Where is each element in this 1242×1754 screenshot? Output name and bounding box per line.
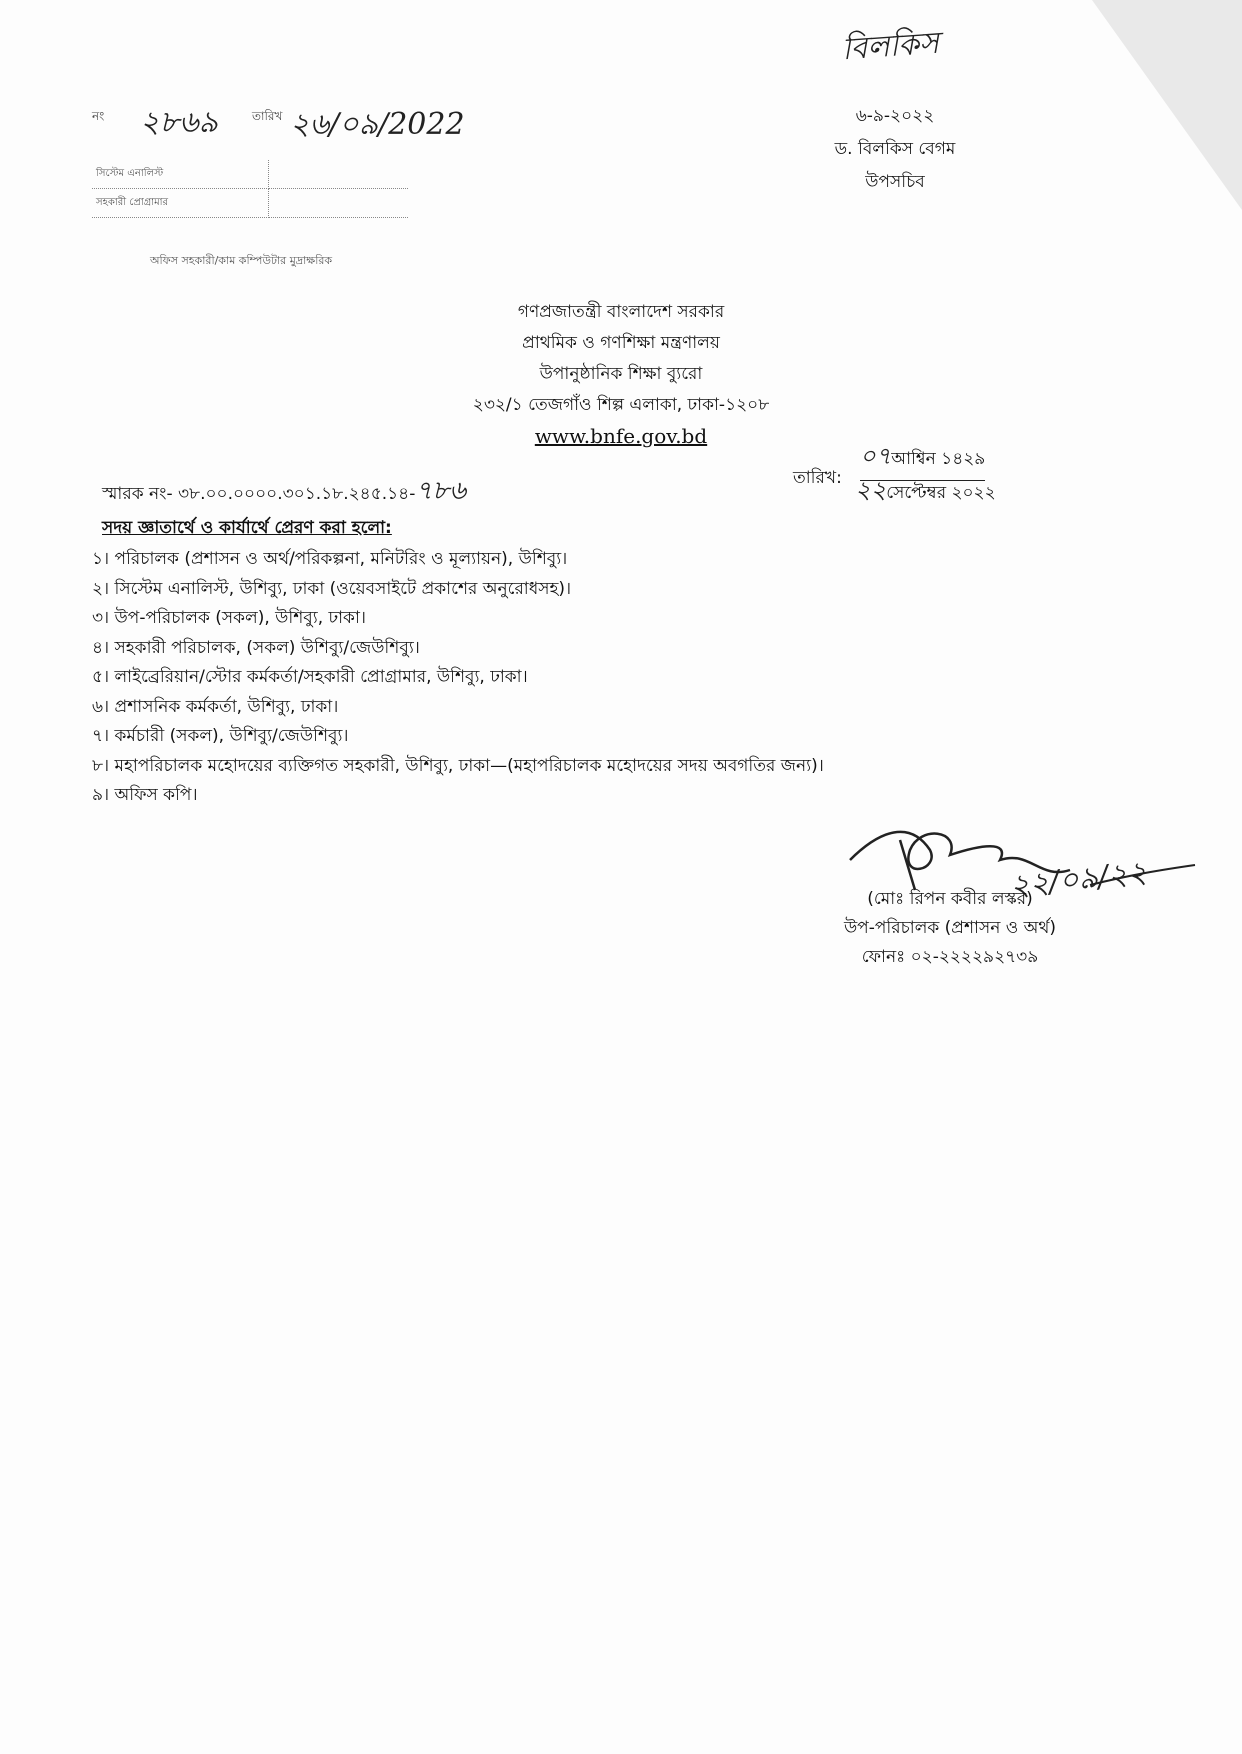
stamp-table [92, 160, 408, 218]
stamp-row-blank [269, 160, 409, 189]
header-line-government: গণপ্রজাতন্ত্রী বাংলাদেশ সরকার [517, 302, 725, 322]
stamp-row [92, 189, 408, 218]
header-line-ministry: প্রাথমিক ও গণশিক্ষা মন্ত্রণালয় [522, 333, 720, 353]
list-item: ৬। প্রশাসনিক কর্মকর্তা, উশিব্যু, ঢাকা। [92, 696, 339, 717]
memo-date-label: তারিখ: [793, 468, 842, 488]
memo-bangla-month-year: আশ্বিন ১৪২৯ [891, 449, 986, 469]
signatory-block [820, 885, 1080, 972]
list-item: ১। পরিচালক (প্রশাসন ও অর্থ/পরিকল্পনা, মনিটরিং ও মূল্যায়ন), উশিব্যু। [92, 549, 568, 569]
recipient-list [92, 545, 824, 811]
header-website: www.bnfe.gov.bd [534, 424, 708, 448]
letterhead [0, 297, 1242, 452]
memo-gregorian-date [855, 472, 996, 512]
signatory-name: (মোঃ রিপন কবীর লস্কর) [867, 889, 1033, 909]
top-right-note-date: ৬-৯-২০২২ [855, 106, 935, 126]
memo-reference [102, 470, 466, 514]
top-right-signature: বিলকিস [840, 25, 941, 68]
stamp-date-value: ২৬/০৯/2022 [290, 107, 465, 142]
stamp-date-prefix: তারিখ [252, 109, 283, 123]
list-item: ৭। কর্মচারী (সকল), উশিব্যু/জেউশিব্যু। [92, 726, 349, 746]
list-item: ৩। উপ-পরিচালক (সকল), উশিব্যু, ঢাকা। [92, 608, 366, 628]
header-line-bureau: উপানুষ্ঠানিক শিক্ষা ব্যুরো [539, 364, 703, 384]
header-line-address: ২৩২/১ তেজগাঁও শিল্প এলাকা, ঢাকা-১২০৮ [472, 395, 770, 415]
subject-line: সদয় জ্ঞাতার্থে ও কার্যার্থে প্রেরণ করা হলো: [102, 518, 392, 538]
list-item: ৮। মহাপরিচালক মহোদয়ের ব্যক্তিগত সহকারী, উশিব্যু, ঢাকা—(মহাপরিচালক মহোদয়ের সদয় অবগতির জন্য)। [92, 755, 824, 776]
memo-greg-day: ২২ [855, 476, 887, 504]
page-corner-fold [1092, 0, 1242, 210]
signatory-phone: ফোনঃ ০২-২২২২৯২৭৩৯ [861, 947, 1039, 967]
list-item: ৪। সহকারী পরিচালক, (সকল) উশিব্যু/জেউশিব্যু। [92, 637, 420, 658]
signatory-designation: উপ-পরিচালক (প্রশাসন ও অর্থ) [843, 918, 1057, 938]
stamp-no-value: ২৮৬৯ [140, 105, 218, 140]
top-right-note [780, 100, 1010, 199]
memo-bangla-day: ০৭ [860, 442, 892, 470]
top-right-note-name: ড. বিলকিস বেগম [834, 139, 956, 159]
signature-date: ২২/০৯/২২ [1008, 854, 1149, 905]
memo-ref-number: ৭৮৬ [415, 476, 467, 506]
list-item: ৯। অফিস কপি। [92, 785, 198, 805]
list-item: ৫। লাইব্রেরিয়ান/স্টোর কর্মকর্তা/সহকারী প্রোগ্রামার, উশিব্যু, ঢাকা। [92, 667, 528, 687]
stamp-row-label: সিস্টেম এনালিস্ট [92, 160, 269, 189]
memo-greg-month-year: সেপ্টেম্বর ২০২২ [886, 483, 996, 503]
stamp-row-label: সহকারী প্রোগ্রামার [92, 189, 269, 218]
top-right-note-designation: উপসচিব [865, 172, 925, 192]
stamp-no-prefix: নং [92, 109, 105, 123]
stamp-row [92, 160, 408, 189]
stamp-forward-note: অফিস সহকারী/কাম কম্পিউটার মুদ্রাক্ষরিক [150, 254, 333, 267]
memo-ref-label: স্মারক নং- ৩৮.০০.০০০০.৩০১.১৮.২৪৫.১৪- [102, 484, 416, 504]
stamp-row-blank [269, 189, 409, 218]
list-item: ২। সিস্টেম এনালিস্ট, উশিব্যু, ঢাকা (ওয়েবসাইটে প্রকাশের অনুরোধসহ)। [92, 578, 572, 599]
